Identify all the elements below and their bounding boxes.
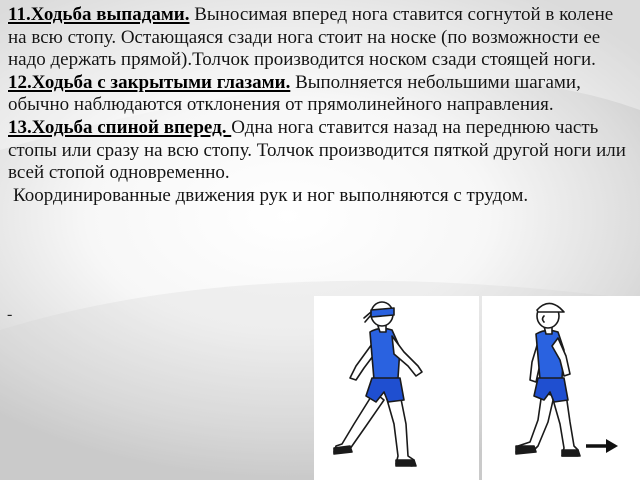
illustration-area	[314, 296, 640, 480]
exercise-description-text	[8, 4, 636, 207]
walking-blindfolded-figure	[314, 296, 479, 480]
section-11-heading: 11.Ходьба выпадами.	[8, 4, 190, 25]
walking-blindfolded-drawing	[314, 296, 479, 480]
section-12-text: Выполняется небольшими шагами, обычно наблюдаются отклонения от прямолинейного направления.	[8, 71, 581, 116]
section-12-heading: 12.Ходьба с закрытыми глазами.	[8, 71, 291, 93]
walking-backward-figure	[482, 296, 640, 480]
direction-arrow-icon	[586, 439, 618, 453]
dash-mark: -	[7, 306, 13, 323]
section-13	[8, 117, 636, 185]
walking-backward-drawing	[482, 296, 640, 480]
closing-note: Координированные движения рук и ног выполняются с трудом.	[13, 184, 529, 206]
section-11	[8, 4, 636, 72]
section-13-text: Одна нога ставится назад на переднюю часть стопы или сразу на всю стопу. Толчок производится пяткой другой ноги или всей стопой одновременно.	[8, 116, 626, 184]
section-11-text: Выносимая вперед нога ставится согнутой в колене на всю стопу. Остающаяся сзади нога стоит на носке (по возможности ее надо держать прямой).Толчок производится носком сзади стоящей ноги.	[8, 4, 614, 71]
section-13-heading: 13.Ходьба спиной вперед.	[8, 116, 232, 138]
section-12	[8, 72, 636, 117]
